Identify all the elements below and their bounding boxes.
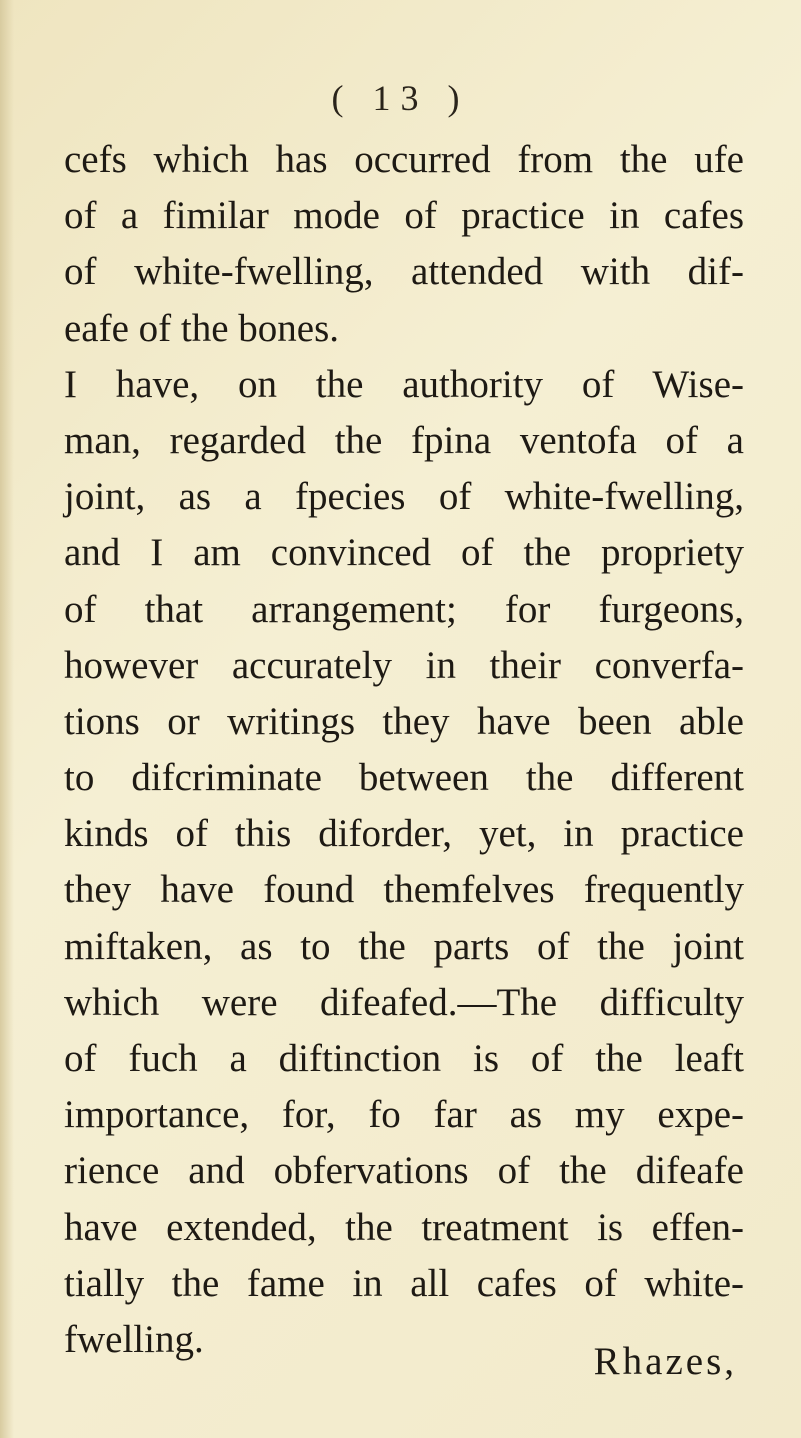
text-line: fwelling. — [64, 1317, 204, 1361]
page-number: ( 13 ) — [331, 78, 470, 118]
text-line: they have found themfelves frequently — [64, 868, 744, 912]
text-line: of a fimilar mode of practice in cafes — [64, 194, 744, 238]
text-line: man, regarded the fpina ventofa of a — [64, 418, 744, 462]
text-line: which were difeafed.—The difficulty — [64, 980, 744, 1024]
text-line: however accurately in their converfa- — [64, 643, 744, 687]
text-line: and I am convinced of the propriety — [64, 531, 744, 575]
text-line: kinds of this diforder, yet, in practice — [64, 812, 744, 856]
text-line: to difcriminate between the different — [64, 756, 744, 800]
text-line: of that arrangement; for furgeons, — [64, 587, 744, 631]
text-line: miftaken, as to the parts of the joint — [64, 924, 744, 968]
text-line: rience and obfervations of the difeafe — [64, 1149, 744, 1193]
text-line: of fuch a diftinction is of the leaft — [64, 1037, 744, 1080]
page-edge-shadow — [0, 0, 14, 1438]
text-line: of white-fwelling, attended with dif- — [64, 250, 744, 294]
text-line: tions or writings they have been able — [64, 699, 744, 743]
text-line: eafe of the bones. — [64, 306, 340, 350]
text-line: tially the fame in all cafes of white- — [64, 1261, 744, 1305]
text-line: joint, as a fpecies of white-fwelling, — [64, 475, 744, 519]
catchword: Rhazes, — [593, 1340, 737, 1383]
text-line: have extended, the treatment is effen- — [64, 1205, 744, 1249]
body-text — [64, 132, 744, 1368]
text-line: cefs which has occurred from the ufe — [64, 138, 744, 181]
text-line: I have, on the authority of Wise- — [64, 362, 744, 406]
text-line: importance, for, fo far as my expe- — [64, 1093, 744, 1137]
